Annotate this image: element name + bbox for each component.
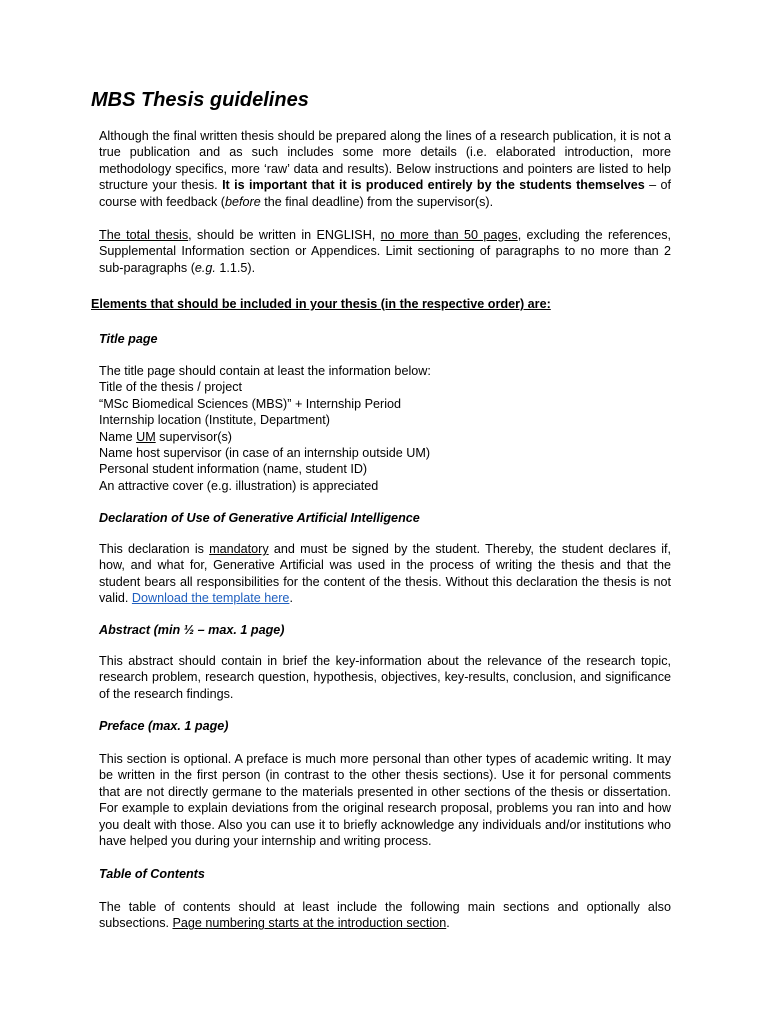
- intro-text-2: – of course with feedback (: [99, 178, 671, 209]
- total-thesis-text: The total thesis: [99, 228, 189, 242]
- declaration-paragraph: [99, 541, 671, 607]
- intro-text: Although the final written thesis should be prepared along the lines of a research publication, it is not a true publication and as such includes some more details (i.e. elaborated introduction, more methodology specifics, more ‘raw’ data and results). Below instructions and pointers are listed to help structure your thesis.: [99, 129, 671, 193]
- title-page-heading: Title page: [99, 332, 158, 346]
- length-text-2: , excluding the references, Supplemental Information section or Appendices. Limit sectioning of paragraphs to no more than 2 sub-paragraphs (: [99, 228, 672, 275]
- list-item: Title of the thesis / project: [99, 380, 243, 395]
- length-text-3: 1.1.5).: [215, 260, 256, 275]
- toc-heading: Table of Contents: [99, 867, 205, 881]
- abstract-heading: Abstract (min ½ – max. 1 page): [99, 623, 285, 637]
- intro-before: before: [225, 194, 261, 209]
- um-text: UM: [136, 429, 156, 444]
- intro-paragraph: [99, 128, 671, 210]
- toc-text-2: .: [446, 916, 450, 931]
- page-numbering-text: Page numbering starts at the introduction section: [172, 916, 447, 931]
- declaration-text-3: .: [289, 591, 293, 606]
- preface-heading: Preface (max. 1 page): [99, 719, 229, 733]
- page-title: MBS Thesis guidelines: [91, 89, 309, 111]
- preface-paragraph: This section is optional. A preface is much more personal than other types of academic writing. It may be written in the first person (in contrast to the other thesis sections). Use it for personal comments that are not directly germane to the materials presented in other sections of the thesis or dissertation. For example to explain deviations from the original research proposal, problems you ran into and how you dealt with those. Also you can use it to briefly acknowledge any individuals and/or institutions who have helped you during your internship and writing process.: [99, 752, 671, 849]
- toc-text: The table of contents should at least include the following main sections and optionally also subsections.: [99, 900, 671, 931]
- declaration-heading: Declaration of Use of Generative Artificial Intelligence: [99, 511, 420, 525]
- title-page-list: [99, 363, 671, 494]
- eg-text: e.g.: [194, 260, 216, 275]
- length-text: , should be written in ENGLISH,: [188, 228, 381, 242]
- mandatory-text: mandatory: [209, 542, 269, 556]
- list-item: Name host supervisor (in case of an internship outside UM): [99, 446, 431, 461]
- title-page-lead: The title page should contain at least the information below:: [99, 364, 431, 378]
- declaration-text: This declaration is: [99, 542, 210, 556]
- list-item: An attractive cover (e.g. illustration) is appreciated: [99, 478, 379, 493]
- intro-emphasis: It is important that it is produced entirely by the students themselves: [222, 178, 645, 193]
- list-item: Personal student information (name, student ID): [99, 462, 368, 477]
- elements-header: Elements that should be included in your thesis (in the respective order) are:: [91, 297, 551, 311]
- list-item: [99, 429, 671, 445]
- list-item-text: Name: [99, 429, 137, 444]
- toc-paragraph: [99, 899, 671, 932]
- intro-text-3: the final deadline) from the supervisor(s).: [260, 194, 494, 209]
- length-paragraph: [99, 227, 671, 276]
- declaration-text-2: and must be signed by the student. Thereby, the student declares if, how, and what for, Generative Artificial was used in the process of writing the thesis and that the student bears all responsibilities for the content of the thesis. Without this declaration the thesis is not valid.: [99, 542, 671, 606]
- list-item: Internship location (Institute, Department): [99, 413, 330, 428]
- download-template-link[interactable]: Download the template here: [131, 591, 290, 606]
- page-limit-text: no more than 50 pages: [380, 228, 518, 242]
- list-item-text-2: supervisor(s): [155, 429, 232, 444]
- list-item: “MSc Biomedical Sciences (MBS)” + Internship Period: [99, 396, 402, 411]
- abstract-paragraph: This abstract should contain in brief the key-information about the relevance of the research topic, research problem, research question, hypothesis, objectives, key-results, conclusion, and significance of the research findings.: [99, 654, 671, 701]
